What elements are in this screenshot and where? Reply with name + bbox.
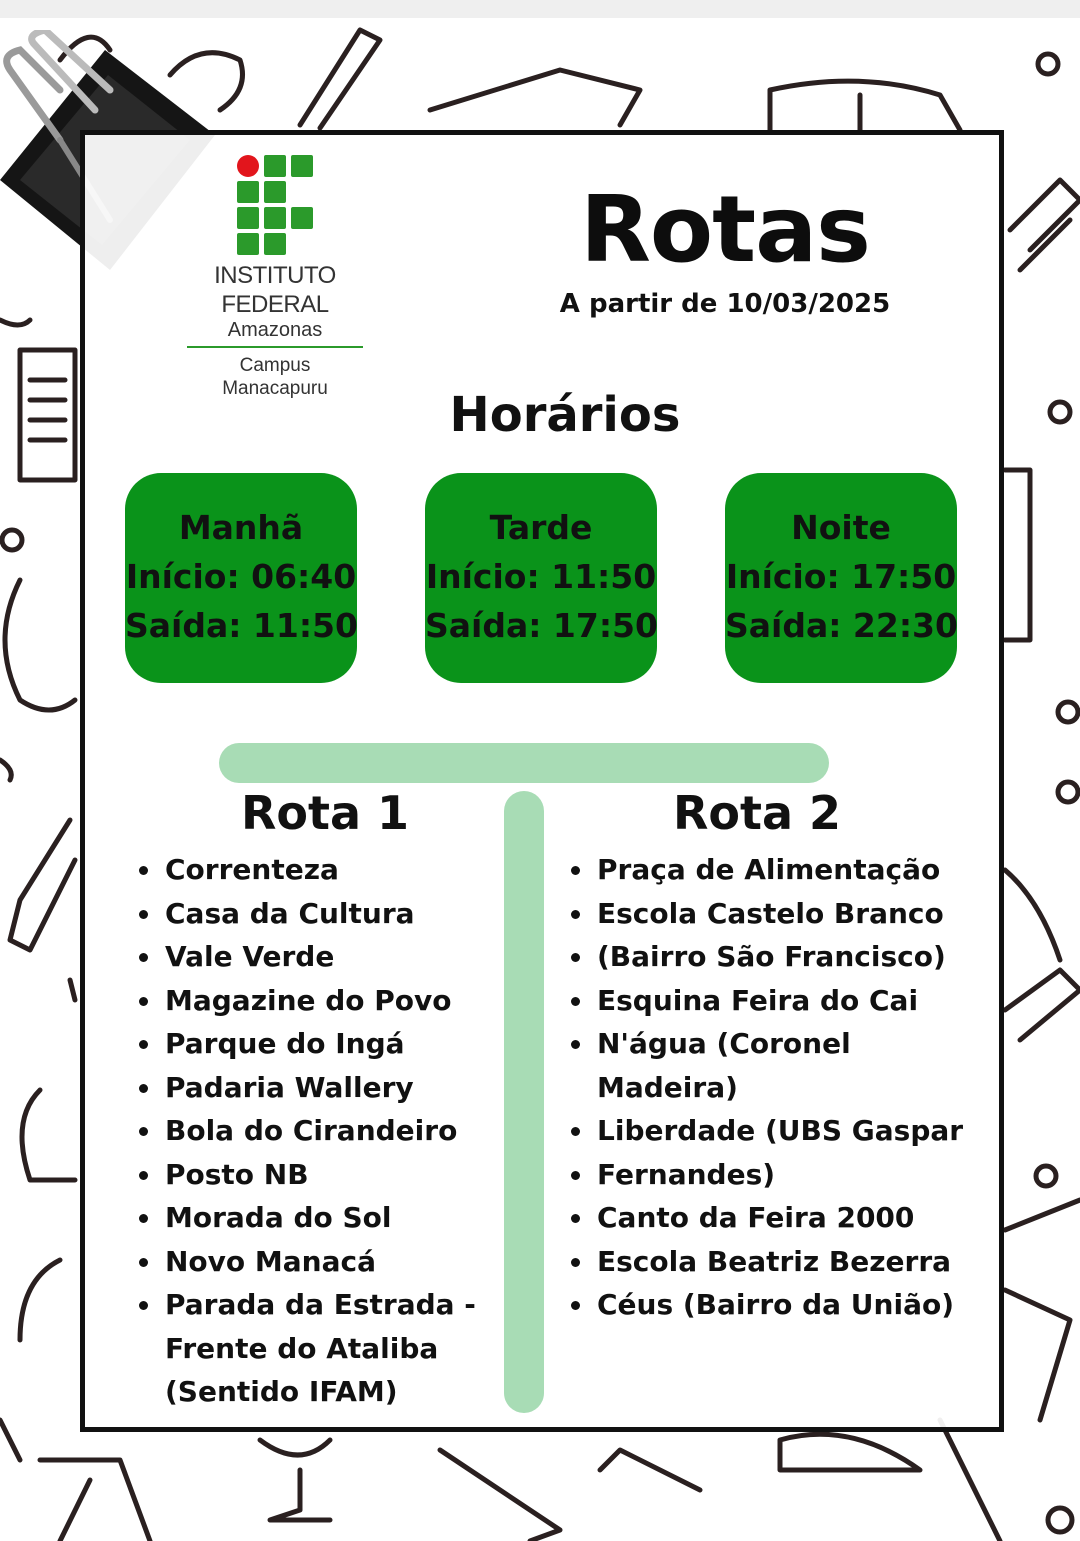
list-item: Padaria Wallery: [137, 1066, 497, 1110]
page-title: Rotas: [580, 176, 870, 283]
list-item: Esquina Feira do Cai: [569, 979, 969, 1023]
list-item: Escola Beatriz Bezerra: [569, 1240, 969, 1284]
shift-box-night: [725, 473, 957, 683]
list-item: Novo Manacá: [137, 1240, 497, 1284]
list-item: Vale Verde: [137, 935, 497, 979]
list-item: Posto NB: [137, 1153, 497, 1197]
list-item-line: Madeira): [597, 1070, 738, 1104]
logo-divider: [187, 346, 363, 348]
list-item: Bola do Cirandeiro: [137, 1109, 497, 1153]
list-item: Praça de Alimentação: [569, 848, 969, 892]
logo-campus-label: Campus: [239, 355, 311, 376]
schedule-title: Horários: [449, 387, 681, 443]
shift-start: Início: 17:50: [725, 557, 957, 596]
logo-line-instituto: INSTITUTO: [214, 262, 336, 289]
list-item-line: (Sentido IFAM): [165, 1375, 398, 1408]
route-card: [80, 130, 1004, 1432]
shift-name: Tarde: [489, 508, 593, 547]
list-item: Magazine do Povo: [137, 979, 497, 1023]
list-item: Morada do Sol: [137, 1196, 497, 1240]
page-subtitle: A partir de 10/03/2025: [559, 289, 891, 319]
shift-box-morning: [125, 473, 357, 683]
if-logo-mark-icon: [237, 155, 313, 255]
route2-stop-list: [569, 848, 969, 1327]
logo-campus-name: Manacapuru: [222, 378, 328, 399]
list-item: Canto da Feira 2000: [569, 1196, 969, 1240]
shift-box-afternoon: [425, 473, 657, 683]
list-item: Céus (Bairro da União): [569, 1283, 969, 1327]
route1-title: Rota 1: [240, 786, 410, 840]
list-item-line: N'água (Coronel: [597, 1027, 851, 1060]
logo-line-federal: FEDERAL: [221, 291, 329, 318]
shift-end: Saída: 22:30: [725, 606, 958, 645]
shift-end: Saída: 17:50: [425, 606, 658, 645]
list-item-line: Frente do Ataliba: [165, 1331, 439, 1365]
list-item: Casa da Cultura: [137, 892, 497, 936]
ifam-logo: [185, 155, 365, 400]
list-item: (Bairro São Francisco): [569, 935, 969, 979]
divider-bar-horizontal: [219, 743, 829, 783]
list-item: Correnteza: [137, 848, 497, 892]
list-item: [137, 1283, 497, 1414]
shift-start: Início: 06:40: [125, 557, 357, 596]
shift-name: Manhã: [178, 508, 304, 547]
divider-bar-vertical: [504, 791, 544, 1413]
list-item: [569, 1022, 969, 1109]
logo-state: Amazonas: [227, 319, 323, 341]
route2-title: Rota 2: [672, 786, 842, 840]
list-item: Escola Castelo Branco: [569, 892, 969, 936]
list-item: Parque do Ingá: [137, 1022, 497, 1066]
list-item-line: Parada da Estrada -: [165, 1288, 476, 1321]
list-item: Liberdade (UBS Gaspar: [569, 1109, 969, 1153]
shift-name: Noite: [791, 508, 891, 547]
shift-start: Início: 11:50: [425, 557, 657, 596]
shift-end: Saída: 11:50: [125, 606, 358, 645]
route1-stop-list: [137, 848, 497, 1414]
list-item: Fernandes): [569, 1153, 969, 1197]
